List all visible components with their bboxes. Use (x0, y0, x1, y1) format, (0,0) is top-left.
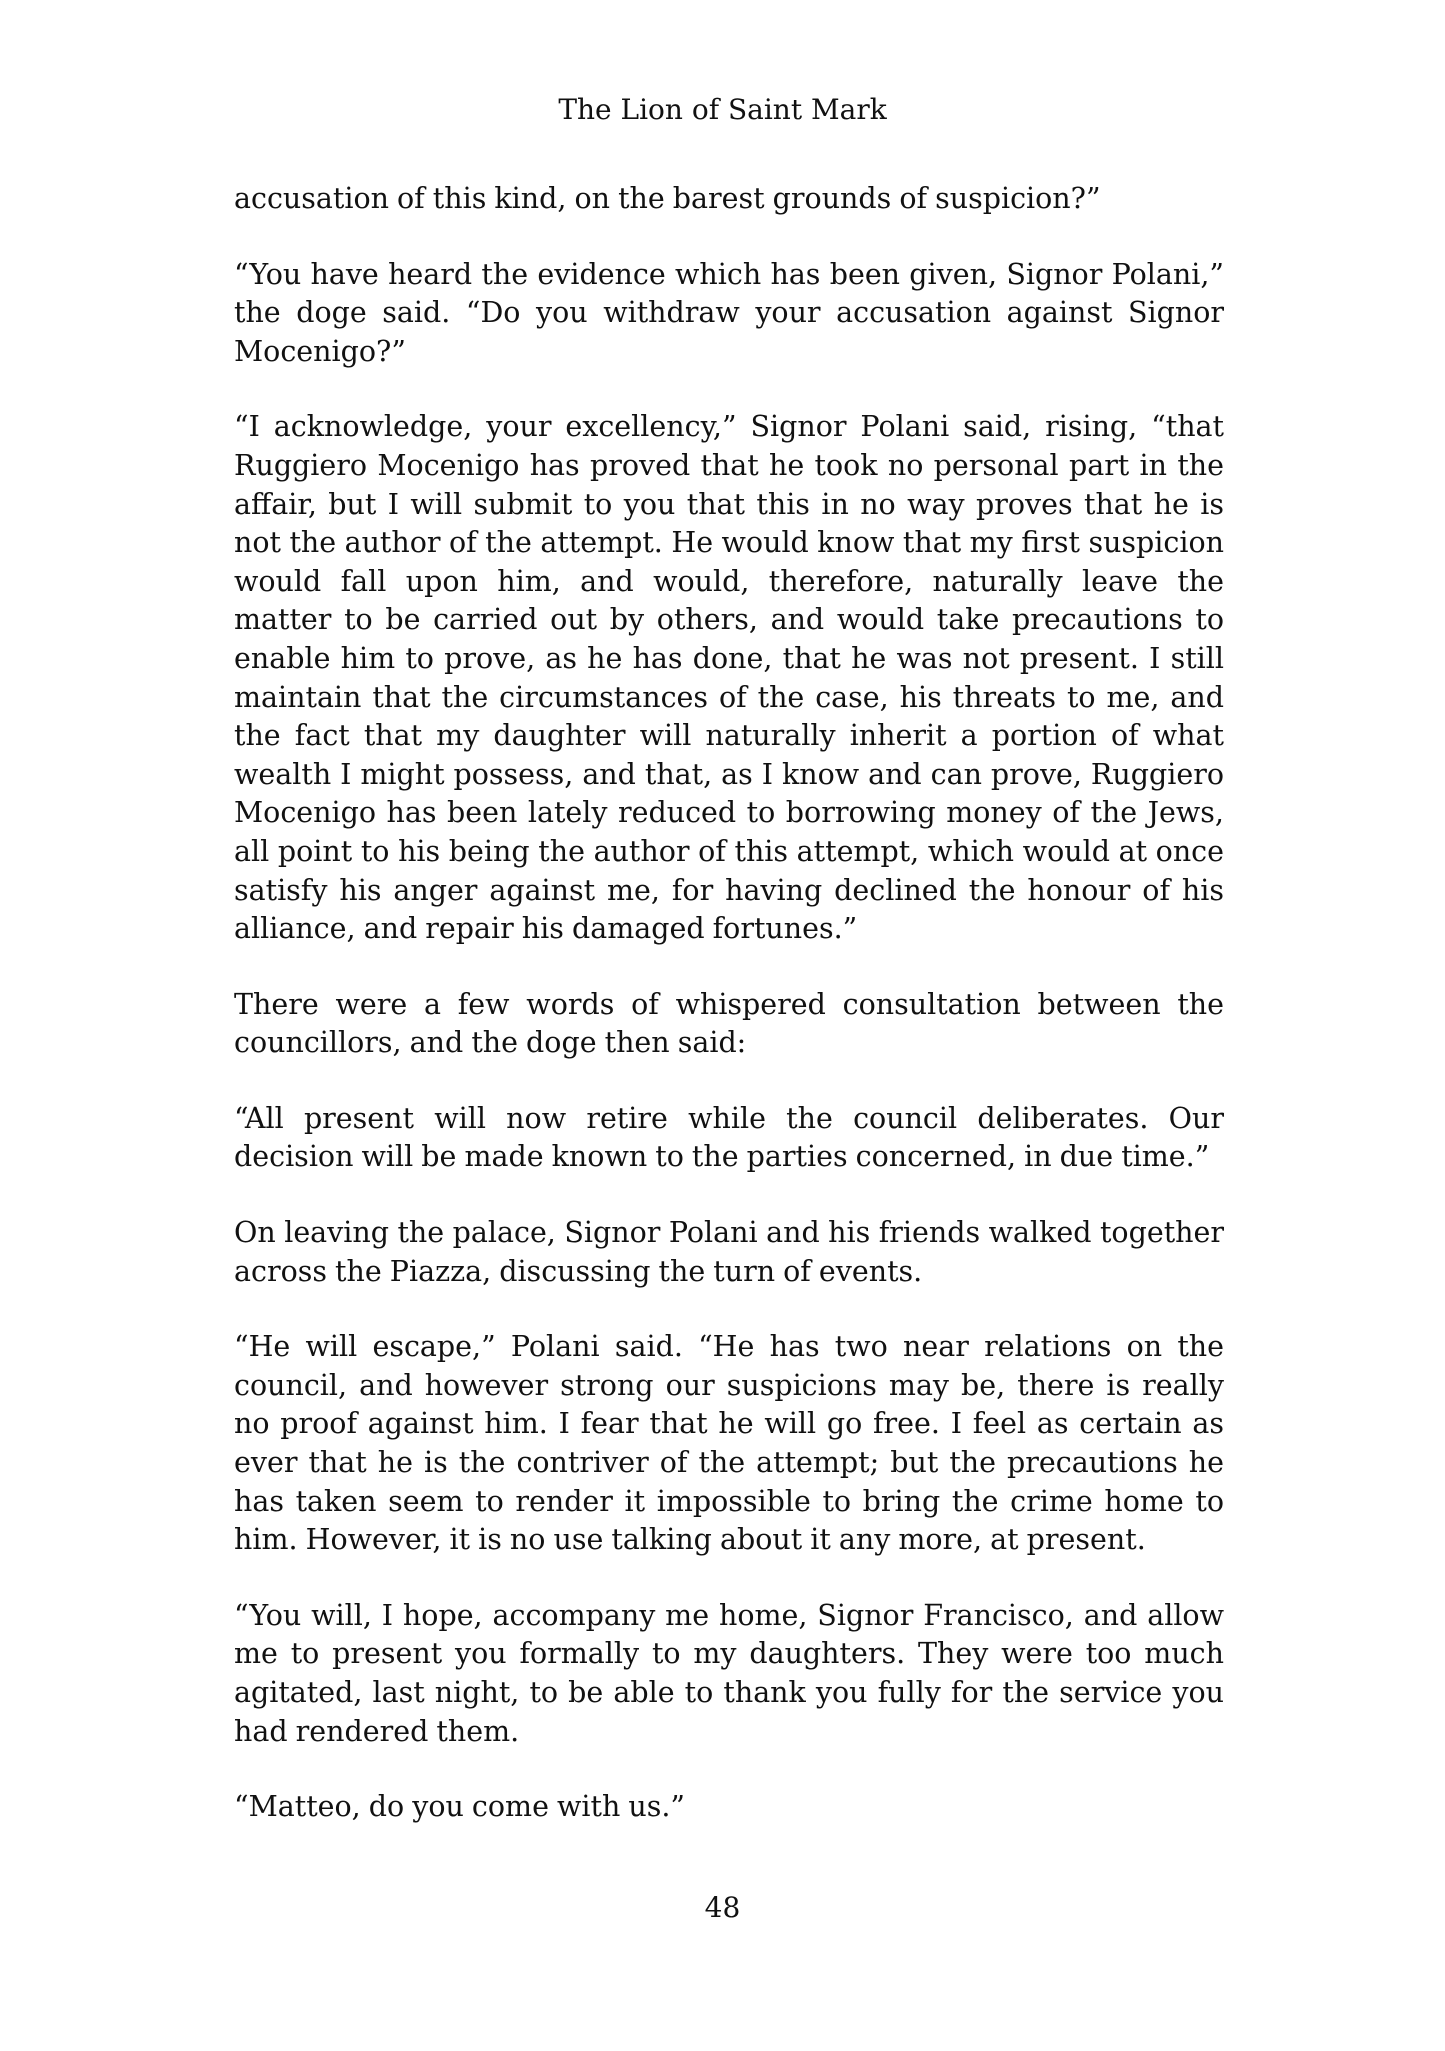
page-number: 48 (704, 1891, 741, 1924)
paragraph: “You will, I hope, accompany me home, Signor Francisco, and allow me to present you formally to my daughters. They were too much agitated, last night, to be able to thank you fully for the service you had rendered them. (234, 1598, 1224, 1748)
paragraph: “Matteo, do you come with us.” (234, 1790, 685, 1824)
paragraph: “He will escape,” Polani said. “He has two near relations on the council, and however strong our suspicions may be, there is really no proof against him. I fear that he will go free. I feel as certain as ever that he is the contriver of the attempt; but the precautions he has taken seem to render it impossible to bring the crime home to him. However, it is no use talking about it any more, at present. (234, 1330, 1224, 1557)
paragraph: “I acknowledge, your excellency,” Signor Polani said, rising, “that Ruggiero Mocenigo has proved that he took no personal part in the affair, but I will submit to you that this in no way proves that he is not the author of the attempt. He would know that my first suspicion would fall upon him, and would, therefore, naturally leave the matter to be carried out by others, and would take precautions to enable him to prove, as he has done, that he was not present. I still maintain that the circumstances of the case, his threats to me, and the fact that my daughter will naturally inherit a portion of what wealth I might possess, and that, as I know and can prove, Ruggiero Mocenigo has been lately reduced to borrowing money of the Jews, all point to his being the author of this attempt, which would at once satisfy his anger against me, for having declined the honour of his alliance, and repair his damaged fortunes.” (234, 410, 1224, 946)
paragraph: “All present will now retire while the council deliberates. Our decision will be made known to the parties concerned, in due time.” (234, 1101, 1224, 1174)
paragraph: On leaving the palace, Signor Polani and his friends walked together across the Piazza, discussing the turn of events. (234, 1216, 1224, 1288)
running-head: The Lion of Saint Mark (558, 93, 887, 126)
paragraph: accusation of this kind, on the barest grounds of suspicion?” (234, 182, 1101, 215)
body-text (234, 180, 1224, 1864)
paragraph: There were a few words of whispered consultation between the councillors, and the doge then said: (234, 987, 1224, 1060)
paragraph: “You have heard the evidence which has been given, Signor Polani,” the doge said. “Do you withdraw your accusation against Signor Mocenigo?” (234, 257, 1224, 368)
